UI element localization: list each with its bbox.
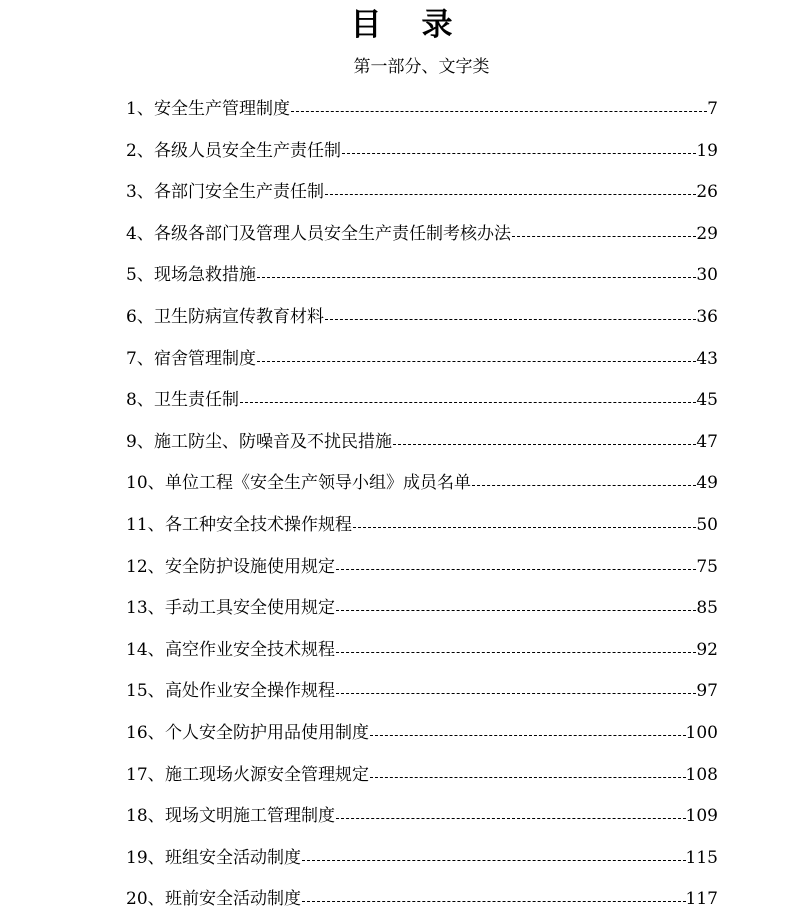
toc-entry-title: 现场急救措施	[154, 265, 256, 286]
toc-entry-page: 7	[707, 99, 718, 119]
toc-entry[interactable]	[0, 97, 793, 121]
toc-entry[interactable]	[0, 804, 793, 828]
toc-dot-leader	[291, 111, 707, 112]
toc-entry-number: 16、	[126, 723, 165, 743]
toc-entry-page: 36	[696, 307, 718, 327]
toc-entry-page: 117	[685, 889, 718, 910]
toc-dot-leader	[353, 527, 696, 528]
toc-entry-title: 单位工程《安全生产领导小组》成员名单	[165, 473, 471, 494]
toc-entry-title: 各级人员安全生产责任制	[154, 140, 341, 161]
toc-entry-number: 12、	[126, 556, 165, 577]
toc-entry[interactable]	[0, 347, 793, 371]
toc-entry-number: 13、	[126, 598, 165, 619]
toc-entry-number: 8、	[126, 390, 154, 411]
toc-entry[interactable]	[0, 513, 793, 537]
toc-entry-title: 班前安全活动制度	[165, 889, 301, 910]
toc-entry[interactable]	[0, 679, 793, 703]
toc-entry-page: 108	[685, 764, 718, 785]
toc-entry-page: 29	[696, 223, 718, 244]
toc-entry-title: 各工种安全技术操作规程	[165, 515, 352, 535]
toc-entry-page: 30	[696, 265, 718, 286]
toc-entry-title: 安全生产管理制度	[154, 99, 290, 119]
toc-entry-number: 1、	[126, 99, 154, 119]
toc-entry-number: 3、	[126, 182, 154, 203]
toc-entry-page: 97	[696, 681, 718, 702]
toc-dot-leader	[370, 777, 686, 778]
toc-entry-title: 现场文明施工管理制度	[165, 806, 335, 827]
toc-dot-leader	[302, 860, 686, 861]
toc-entry-number: 7、	[126, 348, 154, 369]
toc-entry-title: 个人安全防护用品使用制度	[165, 723, 369, 743]
toc-entry-number: 11、	[126, 515, 165, 535]
toc-entry[interactable]	[0, 555, 793, 579]
page-title: 目录	[350, 7, 493, 43]
toc-entry-title: 宿舍管理制度	[154, 348, 256, 369]
toc-entry-number: 20、	[126, 889, 165, 910]
toc-dot-leader	[336, 693, 696, 694]
toc-entry-title: 卫生防病宣传教育材料	[154, 307, 324, 327]
toc-entry[interactable]	[0, 180, 793, 204]
toc-entry-title: 各部门安全生产责任制	[154, 182, 324, 203]
toc-entry-number: 9、	[126, 431, 154, 452]
toc-entry-page: 85	[696, 598, 718, 619]
toc-entry-number: 2、	[126, 140, 154, 161]
toc-entry[interactable]	[0, 846, 793, 870]
toc-dot-leader	[370, 735, 686, 736]
toc-dot-leader	[240, 402, 696, 403]
toc-entry-page: 45	[696, 390, 718, 411]
toc-dot-leader	[393, 444, 696, 445]
toc-dot-leader	[336, 610, 696, 611]
toc-entry[interactable]	[0, 388, 793, 412]
toc-entry-number: 5、	[126, 265, 154, 286]
toc-entry-page: 92	[696, 639, 718, 660]
toc-dot-leader	[472, 485, 696, 486]
toc-entry-title: 卫生责任制	[154, 390, 239, 411]
toc-entry-number: 19、	[126, 847, 165, 868]
toc-entry-page: 47	[696, 431, 718, 452]
toc-entry-title: 施工防尘、防噪音及不扰民措施	[154, 431, 392, 452]
toc-dot-leader	[342, 153, 696, 154]
toc-entry[interactable]	[0, 139, 793, 163]
toc-entry-title: 安全防护设施使用规定	[165, 556, 335, 577]
toc-dot-leader	[257, 277, 696, 278]
toc-dot-leader	[257, 361, 696, 362]
toc-dot-leader	[302, 901, 686, 902]
toc-entry-title: 高空作业安全技术规程	[165, 639, 335, 660]
toc-dot-leader	[325, 194, 696, 195]
toc-entry[interactable]	[0, 471, 793, 495]
toc-entry-page: 109	[685, 806, 718, 827]
toc-entry[interactable]	[0, 721, 793, 745]
toc-entry-number: 4、	[126, 223, 154, 244]
toc-entry-page: 75	[696, 556, 718, 577]
toc-dot-leader	[512, 236, 696, 237]
toc-dot-leader	[336, 818, 686, 819]
toc-entry-title: 各级各部门及管理人员安全生产责任制考核办法	[154, 223, 511, 244]
toc-entry-number: 15、	[126, 681, 165, 702]
toc-entry[interactable]	[0, 222, 793, 246]
toc-entry[interactable]	[0, 305, 793, 329]
toc-entry-page: 19	[696, 140, 718, 161]
toc-entry[interactable]	[0, 638, 793, 662]
toc-entry[interactable]	[0, 263, 793, 287]
toc-entry-page: 115	[685, 847, 718, 868]
toc-entry-page: 26	[696, 182, 718, 203]
section-subtitle: 第一部分、文字类	[353, 57, 490, 77]
toc-entry-number: 10、	[126, 473, 165, 494]
toc-entry-page: 100	[685, 723, 718, 743]
toc-entry-page: 43	[696, 348, 718, 369]
toc-entry-title: 高处作业安全操作规程	[165, 681, 335, 702]
toc-entry[interactable]	[0, 430, 793, 454]
toc-entry-page: 49	[696, 473, 718, 494]
toc-entry-number: 14、	[126, 639, 165, 660]
toc-entry[interactable]	[0, 763, 793, 787]
toc-entry-page: 50	[696, 515, 718, 535]
toc-entry-number: 18、	[126, 806, 165, 827]
toc-dot-leader	[336, 569, 696, 570]
toc-entry-title: 班组安全活动制度	[165, 847, 301, 868]
toc-dot-leader	[325, 319, 696, 320]
toc-dot-leader	[336, 652, 696, 653]
toc-entry-number: 17、	[126, 764, 165, 785]
toc-entry-number: 6、	[126, 307, 154, 327]
toc-entry[interactable]	[0, 596, 793, 620]
toc-entry[interactable]	[0, 887, 793, 911]
toc-entry-title: 手动工具安全使用规定	[165, 598, 335, 619]
toc-entry-title: 施工现场火源安全管理规定	[165, 764, 369, 785]
